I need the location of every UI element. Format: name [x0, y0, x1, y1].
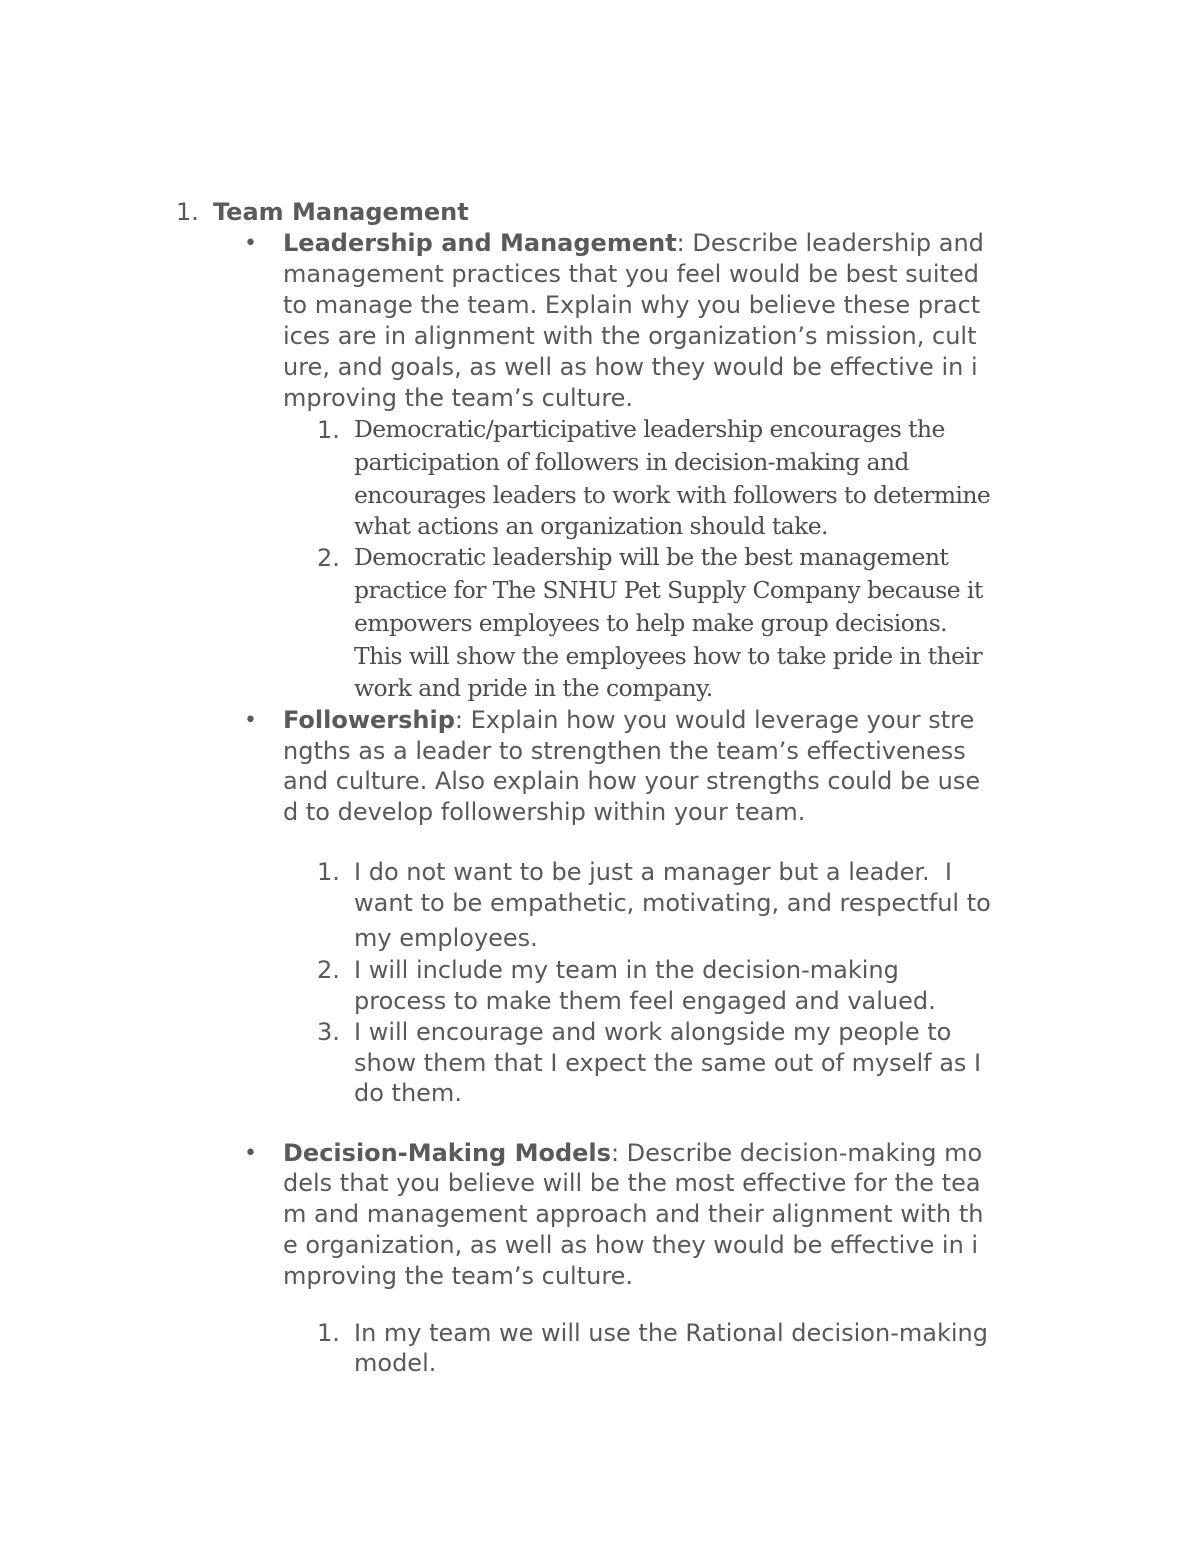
- list-item-line: what actions an organization should take.: [354, 512, 828, 540]
- body-text: Describe leadership and: [692, 229, 984, 257]
- body-line: and culture. Also explain how your strengths could be use: [283, 767, 981, 795]
- separator: :: [610, 1139, 627, 1167]
- list-item-line: want to be empathetic, motivating, and respectful to: [354, 889, 991, 917]
- list-item-line: practice for The SNHU Pet Supply Company because it: [354, 576, 983, 604]
- body-line: ices are in alignment with the organization’s mission, cult: [283, 322, 977, 350]
- list-item-line: do them.: [354, 1079, 462, 1107]
- bullet-icon: •: [244, 1141, 257, 1166]
- body-line: mproving the team’s culture.: [283, 1262, 634, 1290]
- list-number: 1.: [317, 858, 340, 886]
- list-number: 2.: [317, 956, 340, 984]
- list-item-line: encourages leaders to work with followers to determine: [354, 481, 991, 509]
- body-line: m and management approach and their alignment with th: [283, 1200, 984, 1228]
- list-item-line: Democratic/participative leadership encourages the: [354, 415, 945, 443]
- list-item-line: I will include my team in the decision-making: [354, 956, 899, 984]
- section-title: Leadership and Management: [283, 229, 677, 257]
- list-item-line: Democratic leadership will be the best management: [354, 543, 949, 571]
- body-line: to manage the team. Explain why you believe these pract: [283, 291, 981, 319]
- body-line: e organization, as well as how they would be effective in i: [283, 1231, 979, 1259]
- list-number: 1.: [317, 416, 340, 444]
- heading-title-text: Team Management: [213, 198, 469, 226]
- section-line: [283, 228, 984, 259]
- list-item-line: I do not want to be just a manager but a leader. I: [354, 858, 952, 886]
- list-item-line: This will show the employees how to take pride in their: [354, 642, 982, 670]
- body-text: Describe decision-making mo: [626, 1139, 983, 1167]
- list-number: 3.: [317, 1018, 340, 1046]
- separator: :: [454, 706, 471, 734]
- heading-number: 1.: [176, 198, 199, 226]
- body-line: d to develop followership within your team.: [283, 798, 806, 826]
- list-item-line: model.: [354, 1349, 437, 1377]
- list-item-line: my employees.: [354, 924, 538, 952]
- body-line: ure, and goals, as well as how they would be effective in i: [283, 353, 978, 381]
- list-item-line: I will encourage and work alongside my people to: [354, 1018, 952, 1046]
- body-text: Explain how you would leverage your stre: [470, 706, 975, 734]
- list-number: 1.: [317, 1319, 340, 1347]
- list-item-line: process to make them feel engaged and valued.: [354, 987, 936, 1015]
- section-line: [283, 1138, 982, 1169]
- section-line: [283, 705, 974, 736]
- section-title: Decision-Making Models: [283, 1139, 611, 1167]
- list-item-line: empowers employees to help make group decisions.: [354, 609, 948, 637]
- list-item-line: participation of followers in decision-making and: [354, 448, 909, 476]
- list-item-line: In my team we will use the Rational decision-making: [354, 1319, 988, 1347]
- heading-title: [213, 197, 469, 228]
- separator: :: [676, 229, 693, 257]
- body-line: ngths as a leader to strengthen the team’s effectiveness: [283, 737, 966, 765]
- body-line: management practices that you feel would be best suited: [283, 260, 979, 288]
- list-number: 2.: [317, 544, 340, 572]
- list-item-line: show them that I expect the same out of myself as I: [354, 1049, 982, 1077]
- bullet-icon: •: [244, 708, 257, 733]
- bullet-icon: •: [244, 231, 257, 256]
- body-line: mproving the team’s culture.: [283, 384, 634, 412]
- list-item-line: work and pride in the company.: [354, 674, 713, 702]
- section-title: Followership: [283, 706, 455, 734]
- body-line: dels that you believe will be the most effective for the tea: [283, 1169, 981, 1197]
